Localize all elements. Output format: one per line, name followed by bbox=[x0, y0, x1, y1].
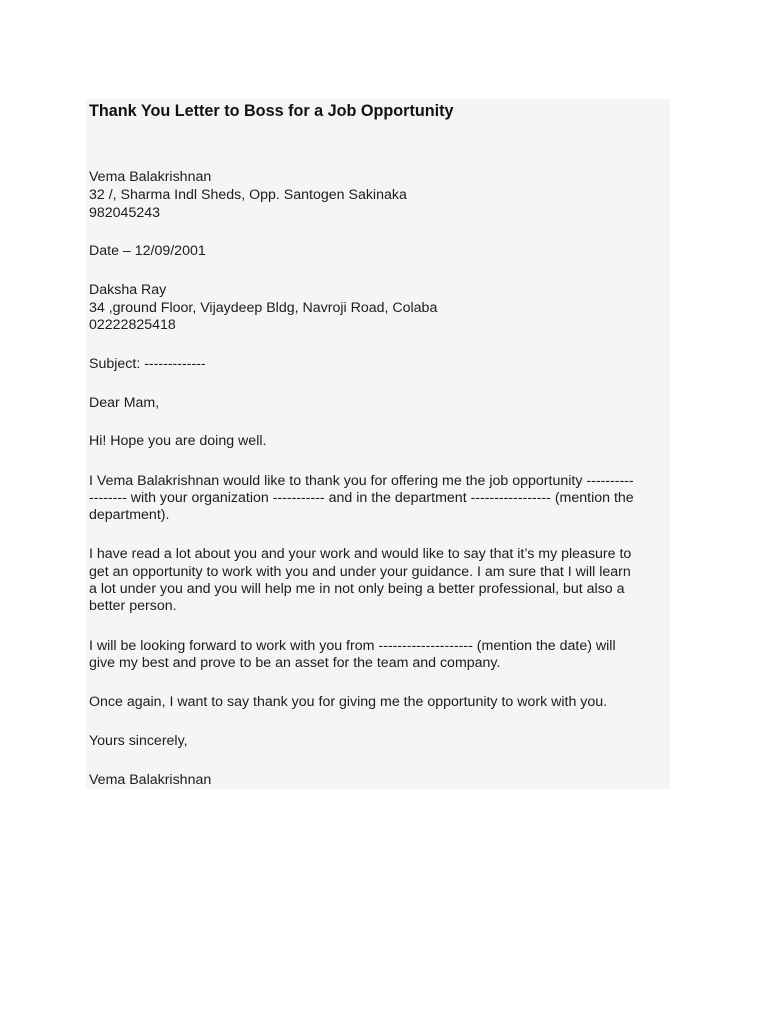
paragraph-line: I have read a lot about you and your work and would like to say that it’s my pleasure to bbox=[89, 546, 632, 562]
recipient-name: Daksha Ray bbox=[89, 282, 167, 298]
paragraph-line: I Vema Balakrishnan would like to thank you for offering me the job opportunity ---------- bbox=[89, 473, 634, 489]
recipient-address: 34 ,ground Floor, Vijaydeep Bldg, Navroji Road, Colaba bbox=[89, 300, 438, 316]
sender-name: Vema Balakrishnan bbox=[89, 169, 212, 185]
subject-line: Subject: ------------- bbox=[89, 356, 206, 372]
closing: Yours sincerely, bbox=[89, 733, 188, 749]
paragraph-line: give my best and prove to be an asset for the team and company. bbox=[89, 655, 501, 671]
document-title: Thank You Letter to Boss for a Job Opportunity bbox=[89, 102, 454, 120]
recipient-phone: 02222825418 bbox=[89, 317, 176, 333]
paragraph-line: -------- with your organization ----------- and in the department ----------------- (mention the bbox=[89, 490, 634, 506]
letter-date: Date – 12/09/2001 bbox=[89, 243, 206, 259]
greeting: Hi! Hope you are doing well. bbox=[89, 433, 267, 449]
sender-address: 32 /, Sharma Indl Sheds, Opp. Santogen Sakinaka bbox=[89, 187, 407, 203]
sender-phone: 982045243 bbox=[89, 205, 161, 221]
paragraph-line: get an opportunity to work with you and under your guidance. I am sure that I will learn bbox=[89, 564, 631, 580]
paragraph-line: department). bbox=[89, 507, 170, 523]
paragraph-line: I will be looking forward to work with you from -------------------- (mention the date) will bbox=[89, 638, 616, 654]
paragraph-line: a lot under you and you will help me in not only being a better professional, but also a bbox=[89, 581, 625, 597]
paragraph-closing-thanks: Once again, I want to say thank you for giving me the opportunity to work with you. bbox=[89, 694, 608, 710]
salutation: Dear Mam, bbox=[89, 395, 160, 411]
paragraph-line: better person. bbox=[89, 598, 177, 614]
signature: Vema Balakrishnan bbox=[89, 772, 212, 788]
